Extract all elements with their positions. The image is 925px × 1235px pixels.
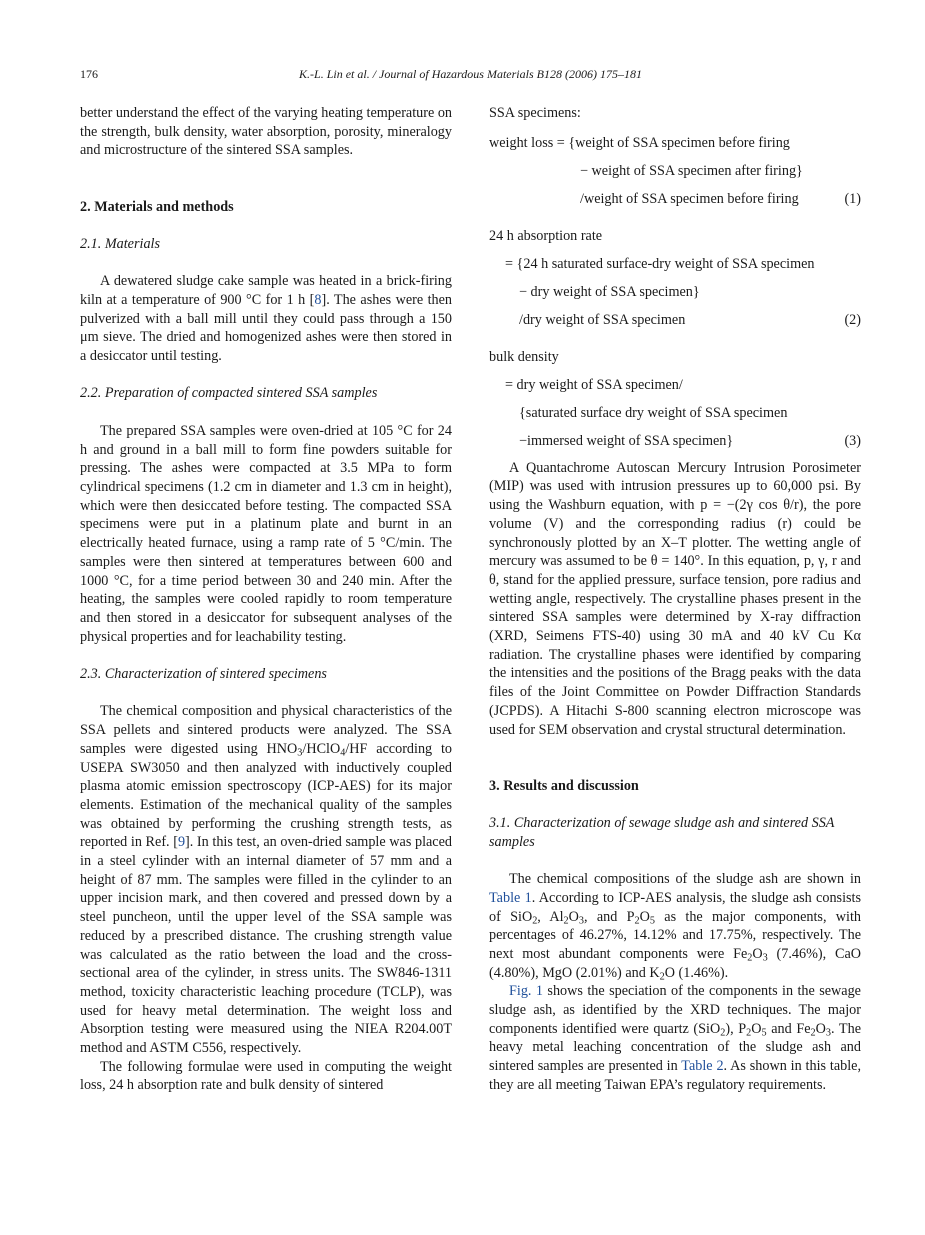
ref-8-link[interactable]: 8 <box>314 291 322 308</box>
left-column <box>80 104 452 1095</box>
section-3-1-heading: 3.1. Characterization of sewage sludge ash and sintered SSA samples <box>489 815 835 850</box>
equation-3: bulk density = dry weight of SSA specimen/ {saturated surface dry weight of SSA specimen −immersed weight of SSA specimen} (3) <box>489 343 861 455</box>
section-3-heading: 3. Results and discussion <box>489 777 639 794</box>
mip-xrd-paragraph: A Quantachrome Autoscan Mercury Intrusion Porosimeter (MIP) was used with intrusion pressures up to 60,000 psi. By using the Washburn equation, with p = −(2γ cos θ/r), the pore volume (V) and the corresponding radius (r) could be synchronously plotted by an X–T plotter. The wetting angle of mercury was assumed to be θ = 140°. In this equation, p, γ, r and θ, stand for the applied pressure, surface tension, pore radius and wetting angle, respectively. The crystalline phases present in the sintered SSA samples were determined by X-ray diffraction (XRD, Seimens FTS-40) using 30 mA and 40 kV Cu Kα radiation. The crystalline phases were identified by comparing the intensities and the positions of the Bragg peaks with the data files of the Joint Committee on Powder Diffraction Standards (JCPDS). A Hitachi S-800 scanning electron microscope was used for SEM observation and crystal structural determination. <box>489 459 861 738</box>
sludge-composition-paragraph: The chemical compositions of the sludge ash are shown in Table 1. According to ICP-AES analysis, the sludge ash consists of SiO$_2$, $Al_2O_3$, and $P_2O_5$ as the major components, with percentages of 46.27%, 14.12% and 17.75%, respectively. The next most abundant components were $Fe_2O_3$ (7.46%), CaO (4.80%), MgO (2.01%) and $K_2O$ (1.46%). <box>489 871 862 983</box>
equation-2: 24 h absorption rate = {24 h saturated surface-dry weight of SSA specimen − dry weight of SSA specimen} /dry weight of SSA specimen (2) <box>489 222 861 334</box>
table-1-link[interactable]: Table 1 <box>489 889 532 906</box>
formulae-intro-paragraph: The following formulae were used in computing the weight loss, 24 h absorption rate and bulk density of sintered <box>80 1058 452 1094</box>
section-2-3-heading: 2.3. Characterization of sintered specimens <box>80 666 327 682</box>
preparation-paragraph: The prepared SSA samples were oven-dried at 105 °C for 24 h and ground in a ball mill to form fine powders suitable for pressing. The ashes were compacted at 3.5 MPa to form cylindrical specimens (1.2 cm in diameter and 1.3 cm in height), which were then desiccated before testing. The compacted SSA specimens were put in a platinum plate and burnt in an electrically heated furnace, using a ramp rate of 5 °C/min. The samples were then sintered at temperatures between 600 and 1000 °C, for a time period between 30 and 240 min. After the heating, the samples were cooled rapidly to room temperature and then stored in a desiccator for subsequent analyses of the physical properties and for leachability testing. <box>80 422 452 645</box>
journal-citation: K.-L. Lin et al. / Journal of Hazardous Materials B128 (2006) 175–181 <box>299 67 642 81</box>
right-column <box>489 104 861 1095</box>
materials-paragraph: A dewatered sludge cake sample was heated in a brick-firing kiln at a temperature of 900 °C for 1 h [8]. The ashes were then pulverized with a ball mill until they could pass through a 150 μm sieve. The dried and homogenized ashes were then stored in a desiccator until testing. <box>80 273 452 365</box>
speciation-paragraph: Fig. 1 shows the speciation of the components in the sewage sludge ash, as identified by the XRD techniques. The major components identified were quartz (SiO$_2$), $P_2O_5$ and $Fe_2O_3$. The heavy metal leaching concentration of the sludge ash and sintered samples are presented in Table 2. As shown in this table, they are all meeting Taiwan EPA’s regulatory requirements. <box>489 983 861 1093</box>
equation-3-number: (3) <box>844 432 861 449</box>
characterization-paragraph: The chemical composition and physical characteristics of the SSA pellets and sintered products were analyzed. The SSA samples were digested using $HNO_3/HClO_4/HF$ according to USEPA SW3050 and then analyzed with inductively coupled plasma atomic emission spectroscopy (ICP-AES) for its major elements. Estimation of the mechanical quality of the samples was obtained by performing the crushing strength tests, as reported in Ref. [9]. In this test, an oven-dried sample was placed in a steel cylinder with an internal diameter of 57 mm and a height of 87 mm. The samples were filled in the cylinder to an upper incision mark, and then covered and pressed down by a steel puncheon, until the upper level of the SSA sample was reduced by a prescribed distance. The crushing strength value was calculated as the ratio between the load and the cross-sectional area of the cylinder, in stress units. The SW846-1311 method, toxicity characteristic leaching procedure (TCLP), was used for heavy metal determination. The weight loss and Absorption testing were measured using the NIEA R204.00T method and ASTM C556, respectively. <box>80 703 452 1057</box>
equation-2-number: (2) <box>844 311 861 328</box>
table-2-link[interactable]: Table 2 <box>681 1058 724 1075</box>
equation-1: weight loss = {weight of SSA specimen before firing − weight of SSA specimen after firing} /weight of SSA specimen before firing (1) <box>489 129 861 213</box>
ref-9-link[interactable]: 9 <box>177 834 186 851</box>
intro-paragraph: better understand the effect of the varying heating temperature on the strength, bulk density, water absorption, porosity, mineralogy and microstructure of the sintered SSA samples. <box>80 105 453 159</box>
section-2-1-heading: 2.1. Materials <box>80 235 160 252</box>
section-2-heading: 2. Materials and methods <box>80 198 234 215</box>
page-number: 176 <box>80 67 98 81</box>
section-2-2-heading: 2.2. Preparation of compacted sintered SSA samples <box>80 385 378 402</box>
running-header <box>80 67 861 87</box>
fig-1-link[interactable]: Fig. 1 <box>509 983 543 1000</box>
equation-1-number: (1) <box>844 190 861 207</box>
continuation-line: SSA specimens: <box>489 105 581 121</box>
